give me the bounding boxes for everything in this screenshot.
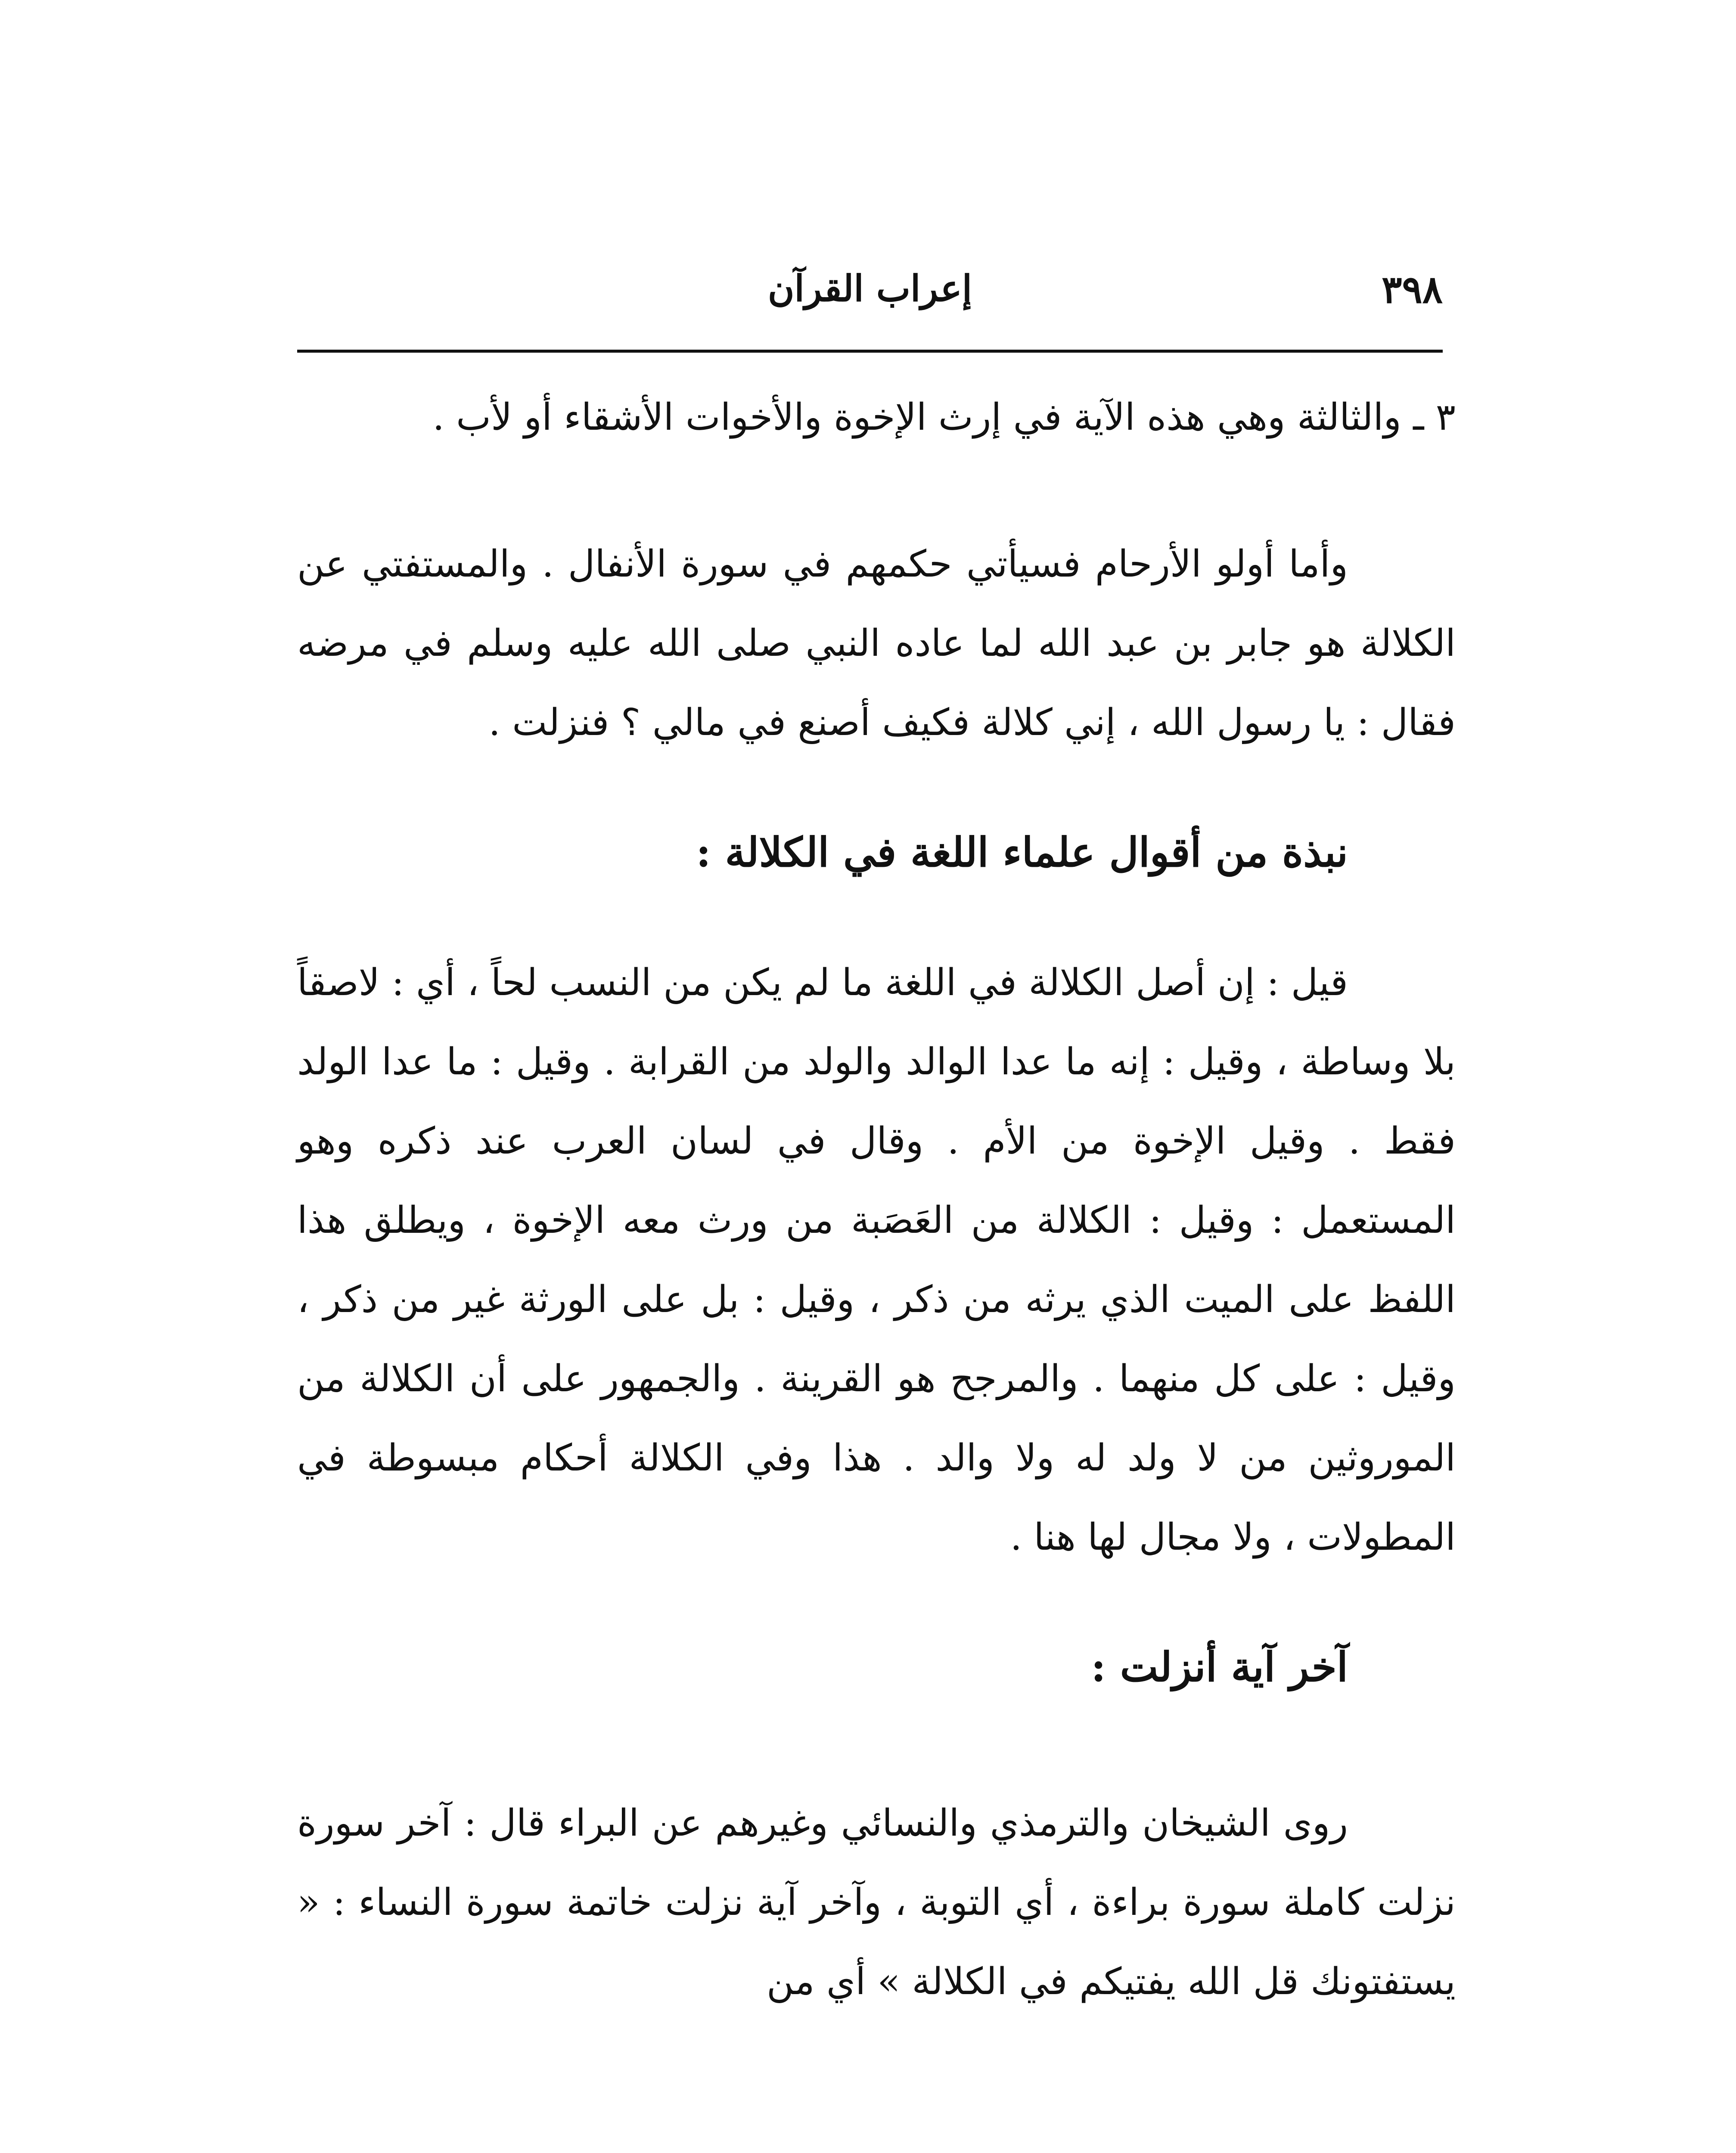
page-body	[297, 383, 1456, 2021]
numbered-item-3: ٣ ـ والثالثة وهي هذه الآية في إرث الإخوة والأخوات الأشقاء أو لأب .	[432, 396, 1456, 439]
page-number: ٣٩٨	[1382, 267, 1443, 312]
paragraph-inheritors: وأما أولو الأرحام فسيأتي حكمهم في سورة الأنفال . والمستفتي عن الكلالة هو جابر بن عبد الله لما عاده النبي صلى الله عليه وسلم في مرضه فقال : يا رسول الله ، إني كلالة فكيف أصنع في مالي ؟ فنزلت .	[297, 543, 1456, 744]
section-heading-linguists: نبذة من أقوال علماء اللغة في الكلالة :	[696, 829, 1348, 876]
header-rule	[297, 350, 1443, 353]
running-title: إعراب القرآن	[767, 267, 972, 310]
section-heading-last-verse: آخر آية أنزلت :	[1091, 1644, 1348, 1691]
paragraph-linguists: قيل : إن أصل الكلالة في اللغة ما لم يكن من النسب لحاً ، أي : لاصقاً بلا وساطة ، وقيل : إنه ما عدا الوالد والولد من القرابة . وقيل : ما عدا الولد فقط . وقيل الإخوة من الأم . وقال في لسان العرب عند ذكره وهو المستعمل : وقيل : الكلالة من العَصَبة من ورث معه الإخوة ، ويطلق هذا اللفظ على الميت الذي يرثه من ذكر ، وقيل : بل على الورثة غير من ذكر ، وقيل : على كل منهما . والمرجح هو القرينة . والجمهور على أن الكلالة من الموروثين من لا ولد له ولا والد . هذا وفي الكلالة أحكام مبسوطة في المطولات ، ولا مجال لها هنا .	[297, 961, 1456, 1559]
page-header	[297, 267, 1443, 327]
paragraph-last-verse: روى الشيخان والترمذي والنسائي وغيرهم عن البراء قال : آخر سورة نزلت كاملة سورة براءة ، أي التوبة ، وآخر آية نزلت خاتمة سورة النساء : « يستفتونك قل الله يفتيكم في الكلالة » أي من	[297, 1802, 1456, 2003]
